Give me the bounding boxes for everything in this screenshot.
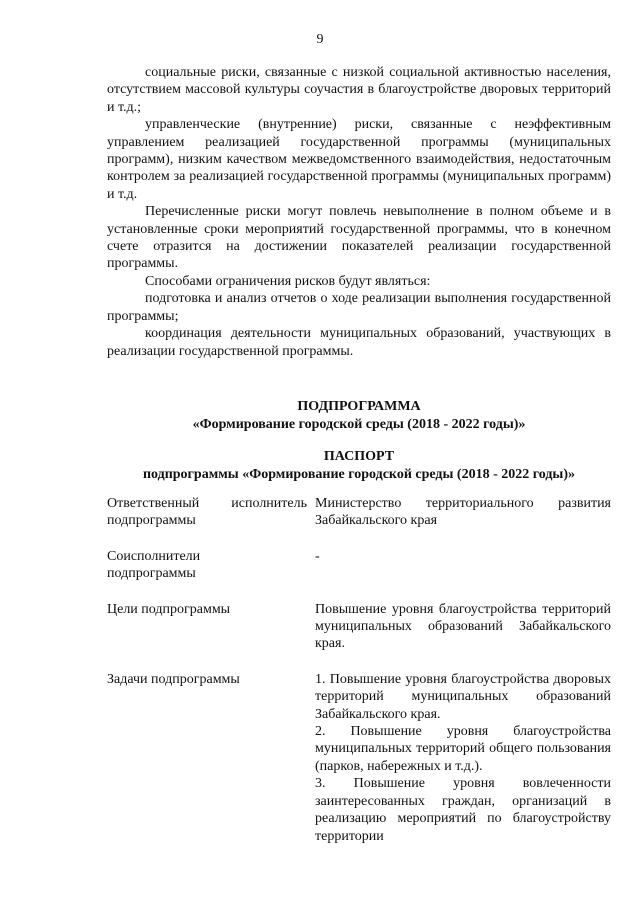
passport-task-item: 3. Повышение уровня вовлеченности заинтересованных граждан, организаций в реализацию мероприятий по благоустройству территории xyxy=(315,776,611,844)
paragraph-social-risks: социальные риски, связанные с низкой социальной активностью населения, отсутствием массовой культуры соучастия в благоустройстве дворовых территорий и т.д.; xyxy=(107,65,611,115)
passport-value xyxy=(315,495,611,530)
paragraph-risk-mitigation-intro: Способами ограничения рисков будут являться: xyxy=(145,273,431,289)
page-number: 9 xyxy=(316,32,324,47)
passport-subtitle: подпрограммы «Формирование городской среды (2018 - 2022 годы)» xyxy=(142,467,576,482)
passport-label xyxy=(107,495,307,530)
passport-value-text: - xyxy=(315,548,320,564)
paragraph-coordination: координация деятельности муниципальных образований, участвующих в реализации государственной программы. xyxy=(107,326,611,359)
subprogram-subtitle: «Формирование городской среды (2018 - 2022 годы)» xyxy=(192,417,526,432)
passport-row-executor xyxy=(107,495,611,530)
passport-heading xyxy=(107,448,611,484)
subprogram-heading xyxy=(107,398,611,434)
passport-title: ПАСПОРТ xyxy=(323,449,395,464)
subprogram-title: ПОДПРОГРАММА xyxy=(297,399,421,414)
paragraph-reports: подготовка и анализ отчетов о ходе реализации выполнения государственной программы; xyxy=(107,291,611,324)
passport-label xyxy=(107,671,307,845)
passport-table xyxy=(107,495,611,863)
passport-label-line: подпрограммы xyxy=(107,566,196,582)
passport-row-goals xyxy=(107,601,611,653)
passport-label-line: Ответственный исполнитель xyxy=(107,496,307,511)
passport-value-text: Министерство территориального развития Забайкальского края xyxy=(315,496,611,529)
passport-value xyxy=(315,671,611,845)
passport-task-item: 2. Повышение уровня благоустройства муниципальных территорий общего пользования (парков, набережных и т.д.). xyxy=(315,724,611,774)
passport-label-line: Соисполнители xyxy=(107,548,201,564)
body-text xyxy=(107,64,611,360)
passport-row-coexecutors xyxy=(107,548,611,583)
passport-value-text: Повышение уровня благоустройства территорий муниципальных образований Забайкальского края. xyxy=(315,601,611,652)
passport-value xyxy=(315,601,611,653)
passport-label-line: Цели подпрограммы xyxy=(107,601,231,617)
passport-label xyxy=(107,601,307,653)
passport-label-line: подпрограммы xyxy=(107,513,196,529)
passport-task-item: 1. Повышение уровня благоустройства дворовых территорий муниципальных образований Забайкальского края. xyxy=(315,671,611,722)
passport-label xyxy=(107,548,307,583)
passport-label-line: Задачи подпрограммы xyxy=(107,671,240,687)
paragraph-management-risks: управленческие (внутренние) риски, связанные с неэффективным управлением реализацией государственной программы (муниципальных программ), низким качеством межведомственного взаимодействия, недостаточным контролем за реализацией государственной программы (муниципальных программ) и т.д. xyxy=(107,117,611,202)
passport-value xyxy=(315,548,611,583)
passport-row-tasks xyxy=(107,671,611,845)
paragraph-risk-consequences: Перечисленные риски могут повлечь невыполнение в полном объеме и в установленные сроки мероприятий государственной программы, что в конечном счете отразится на достижении показателей реализации государственной программы. xyxy=(107,204,611,272)
